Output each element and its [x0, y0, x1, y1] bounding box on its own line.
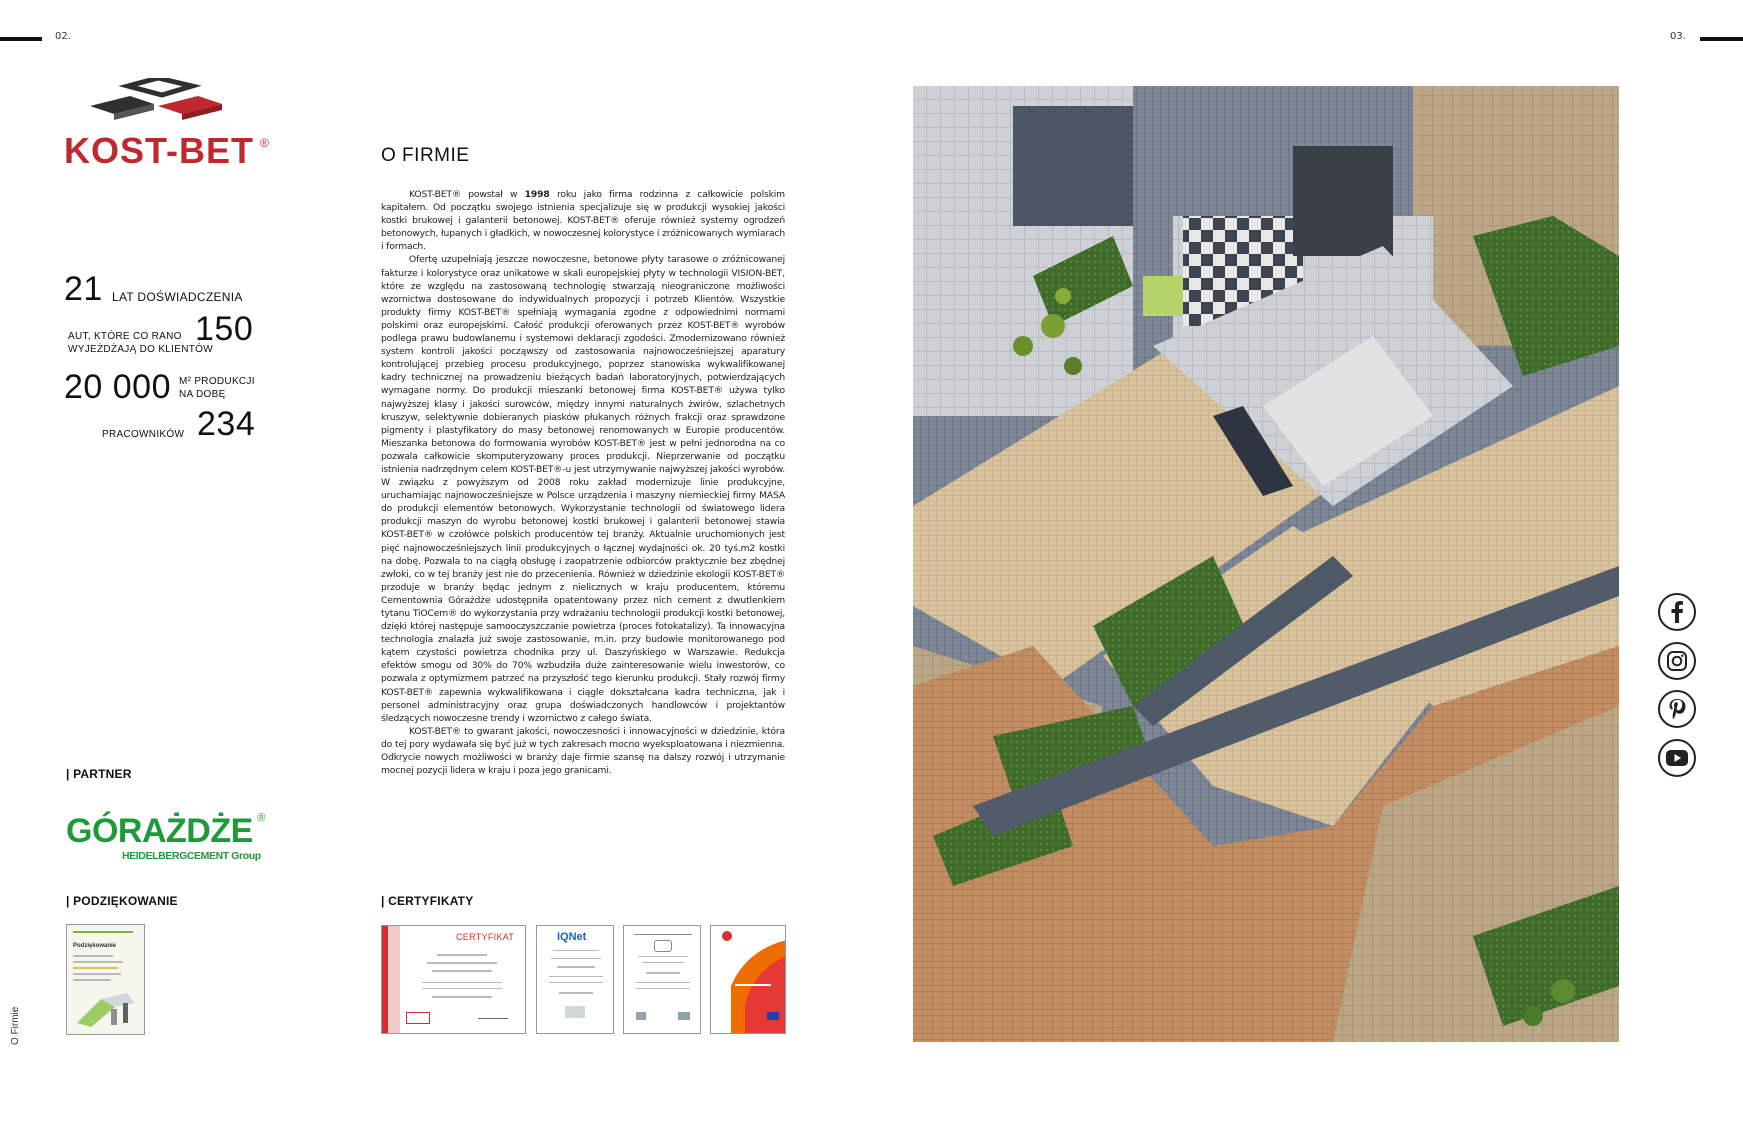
stat-cars-label-1: AUT, KTÓRE CO RANO [68, 331, 182, 342]
stat-years-label: LAT DOŚWIADCZENIA [112, 290, 243, 304]
right-page-number: 03. [1670, 31, 1686, 42]
cert-thumbnail-3[interactable] [623, 925, 701, 1034]
stat-employees [64, 405, 264, 445]
aerial-photo [913, 86, 1619, 1042]
facebook-button[interactable] [1658, 593, 1696, 631]
article-paragraph-1 [381, 188, 785, 253]
cert-thumbnail-2[interactable] [536, 925, 614, 1034]
stat-cars [64, 310, 264, 358]
aerial-photo-art [913, 86, 1619, 1042]
stat-production [64, 368, 274, 408]
stat-employees-label: PRACOWNIKÓW [102, 429, 185, 440]
certs-label: | CERTYFIKATY [381, 894, 474, 908]
partner-label: | PARTNER [66, 767, 132, 781]
cert1-title: CERTYFIKAT [456, 932, 515, 942]
thanks-document-thumbnail[interactable] [66, 924, 145, 1035]
article-body [381, 188, 785, 777]
stat-production-label-2: NA DOBĘ [179, 389, 226, 400]
cert2-title: IQNet [557, 931, 587, 943]
article-heading: O FIRMIE [381, 145, 470, 166]
gorazdze-logo [66, 812, 286, 864]
stat-production-label-1: M² PRODUKCJI [179, 376, 255, 387]
side-section-label: O Firmie [10, 1006, 21, 1045]
article-p1-before-year: powstał w [460, 189, 525, 200]
pinterest-button[interactable] [1658, 690, 1696, 728]
article-p1-year: 1998 [524, 189, 550, 200]
cert-thumbnail-1[interactable] [381, 925, 526, 1034]
stat-cars-value: 150 [195, 310, 254, 348]
article-p1-after-year: roku jako firma rodzinna z całkowicie polskim kapitałem. Od początku swojego istnienia specjalizuje się w produkcji wysokiej jakości kostki brukowej i galanterii betonowej. KOST-BET® oferuje również systemy ogrodzeń betonowych, łupanych i gładkich, w nowoczesnej kolorystyce i zróżnicowanych wymiarach i formach. [381, 189, 785, 253]
article-paragraph-2: Ofertę uzupełniają jeszcze nowoczesne, betonowe płyty tarasowe o zróżnicowanej fakturze i kolorystyce oraz unikatowe w skali europejskiej płyty w technologii VISION-BET, które ze względu na zastosowaną technologię stwarzają nieograniczone możliwości wzornictwa dostosowane do indywidualnych propozycji i potrzeb Klientów. Wszystkie produkty firmy KOST-BET® spełniają wymagania zgodne z odpowiednimi normami polskimi oraz europejskimi. Całość produkcji oferowanych przez KOST-BET® wyrobów podlega prawu budowlanemu i systemowi deklaracji zgodości. Zmodernizowano również system kontroli jakości począwszy od zastosowania najnowocześniejszej aparatury kontrolującej przebieg procesu produkcyjnego, poprzez stanowiska wykwalifikowanej kadry technicznej na prowadzeniu bieżących badań laboratoryjnych, potwierdzających wymagane normy. Do produkcji mieszanki betonowej firma KOST-BET® używa tylko najwyższej klasy i jakości surowców, między innymi naturalnych żwirów, szlachetnych kruszyw, selektywnie dobieranych piasków płukanych różnych frakcji oraz sprawdzone pigmenty i plastyfikatory do masy betonowej renomowanych w Europie producentów. Mieszanka betonowa do formowania wyrobów KOST-BET® jest w pełni jednorodna na co pozwala całkowicie skomputeryzowany proces produkcji. Nieprzerwanie od początku istnienia nadrzędnym celem KOST-BET®-u jest utrzymywanie najwyższej jakości wyrobów. W związku z powyższym od 2008 roku zakład modernizuje linie produkcyjne, uruchamiając najnowocześniejsze w Polsce urządzenia i maszyny niemieckiej firmy MASA do produkcji elementów betonowych. Wykorzystanie technologii od światowego lidera produkcji maszyn do wyrobu betonowej kostki brukowej i galanterii betonowej stawia KOST-BET® w czołówce polskich producentów tej branży. Aktualnie uruchomionych jest pięć najnowocześniejszych linii produkcyjnych o łącznej wydajności ok. 20 tyś.m2 kostki na dobę. Pozwala to na ciągłą obsługę i zaopatrzenie odbiorców praktycznie bez zbędnej zwłoki, co w tej branży jest nie do przecenienia. Również w dziedzinie ekologii KOST-BET® przoduje w branży będąc jednym z nielicznych w kraju producentem, któremu Cementownia Górażdże udostępniła opatentowany przez nich cement z dwutlenkiem tytanu TiOCem® do wykorzystania przy wdrażaniu technologii produkcji kostki betonowej, dzięki której następuje samooczyszczanie powietrza (proces fotokatalizy). Ta innowacyjna technologia znalazła już swoje zastosowanie, m.in. przy budowie monitorowanego pod kątem czystości powietrza chodnika przy ul. Daszyńskiego w Warszawie. Redukcja efektów smogu od 30% do 70% wzbudziła duże zainteresowanie wielu inwestorów, co pozwala z optymizmem patrzeć na przyszłość tego kierunku produkcji. Stały rozwój firmy KOST-BET® zapewnia wykwalifikowana i ciągle dokształcana kadra techniczna, jak i personel administracyjny oraz grupa doświadczonych handlowców i projektantów śledzących nowoczesne trendy i wzornictwo z całego świata. [381, 254, 785, 724]
stat-employees-value: 234 [197, 405, 256, 443]
article-p1-brand: KOST-BET® [409, 189, 461, 200]
pinterest-icon [1668, 698, 1686, 720]
kost-bet-wordmark: KOST-BET [64, 130, 255, 171]
kost-bet-registered-mark: ® [260, 136, 269, 150]
instagram-icon [1666, 650, 1688, 672]
article-paragraph-3: KOST-BET® to gwarant jakości, nowoczesności i innowacyjności w dziedzinie, która do tej pory wydawała się być już w tych zakresach mocno wyeksploatowana i niezmienna. Odkrycie nowych możliwości w branży daje firmie szansę na dalszy rozwój i utrzymanie mocnej pozycji lidera w kraju i poza jego granicami. [381, 725, 785, 777]
right-page-rule [1700, 37, 1743, 41]
stat-years [64, 270, 264, 310]
instagram-button[interactable] [1658, 642, 1696, 680]
stat-production-value: 20 000 [64, 368, 171, 406]
youtube-button[interactable] [1658, 739, 1696, 777]
gorazdze-registered-mark: ® [257, 812, 266, 824]
left-page-number: 02. [55, 31, 71, 42]
thanks-label: | PODZIĘKOWANIE [66, 894, 178, 908]
stat-years-value: 21 [64, 270, 103, 308]
thanks-doc-title: Podziękowanie [73, 943, 117, 949]
stat-cars-label-2: WYJEŻDŻAJĄ DO KLIENTÓW [68, 344, 213, 355]
gorazdze-wordmark: GÓRAŻDŻE [66, 812, 253, 850]
facebook-icon [1669, 601, 1685, 623]
heidelberg-subtitle: HEIDELBERGCEMENT Group [122, 850, 261, 862]
kost-bet-logo [64, 78, 274, 170]
cert4-graphic [711, 926, 786, 1034]
left-page-rule [0, 37, 42, 41]
youtube-icon [1666, 750, 1688, 766]
thanks-illustration [71, 989, 141, 1029]
kost-bet-logo-mark [88, 78, 238, 130]
cert-thumbnail-4[interactable] [710, 925, 786, 1034]
